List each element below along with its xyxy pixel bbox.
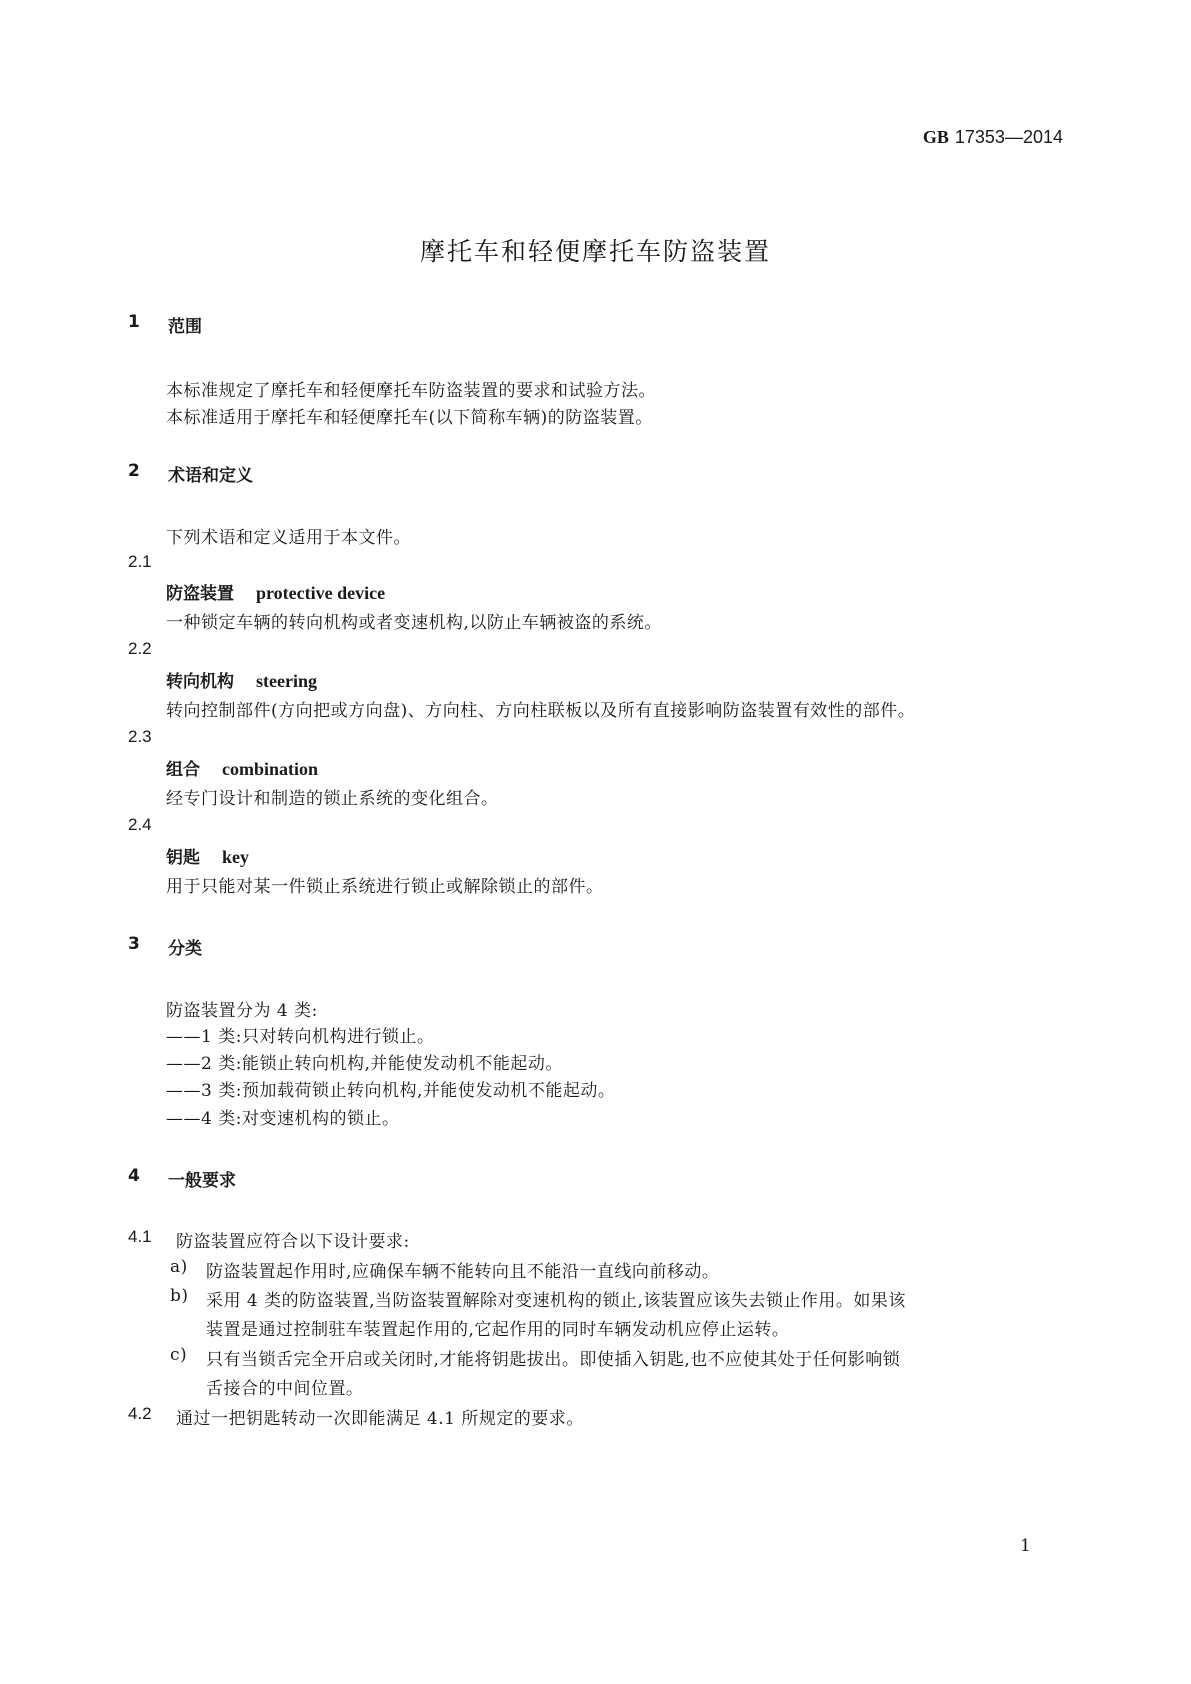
- list-item: ——4 类:对变速机构的锁止。: [166, 1109, 400, 1129]
- term-2-3-definition: 经专门设计和制造的锁止系统的变化组合。: [166, 789, 499, 809]
- section-3-intro: 防盗装置分为 4 类:: [166, 1001, 318, 1021]
- item-c-line-2: 舌接合的中间位置。: [206, 1379, 364, 1399]
- section-2-number: 2: [128, 461, 140, 481]
- term-2-2-number: 2.2: [128, 639, 152, 658]
- term-2-1-number: 2.1: [128, 552, 152, 571]
- term-2-1: 防盗装置 protective device: [166, 583, 386, 604]
- document-title: 摩托车和轻便摩托车防盗装置: [419, 237, 771, 266]
- item-c-label: c): [170, 1345, 188, 1365]
- term-2-3-number: 2.3: [128, 727, 152, 746]
- clause-4-2-number: 4.2: [128, 1404, 152, 1423]
- item-a-text: 防盗装置起作用时,应确保车辆不能转向且不能沿一直线向前移动。: [206, 1262, 720, 1282]
- list-item: ——3 类:预加载荷锁止转向机构,并能使发动机不能起动。: [166, 1081, 616, 1101]
- section-3-heading: 分类: [168, 939, 202, 959]
- item-b-line-2: 装置是通过控制驻车装置起作用的,它起作用的同时车辆发动机应停止运转。: [206, 1320, 790, 1340]
- section-4-heading: 一般要求: [168, 1171, 236, 1191]
- term-2-4: 钥匙 key: [166, 847, 249, 868]
- term-2-2-definition: 转向控制部件(方向把或方向盘)、方向柱、方向柱联板以及所有直接影响防盗装置有效性的部件。: [166, 701, 916, 721]
- item-a-label: a): [170, 1257, 188, 1277]
- list-item: ——2 类:能锁止转向机构,并能使发动机不能起动。: [166, 1054, 563, 1074]
- page-number: 1: [1020, 1536, 1031, 1556]
- section-1-heading: 范围: [168, 317, 202, 337]
- section-2-intro: 下列术语和定义适用于本文件。: [166, 528, 411, 548]
- clause-4-2-text: 通过一把钥匙转动一次即能满足 4.1 所规定的要求。: [176, 1409, 584, 1429]
- term-2-4-definition: 用于只能对某一件锁止系统进行锁止或解除锁止的部件。: [166, 877, 604, 897]
- item-b-line-1: 采用 4 类的防盗装置,当防盗装置解除对变速机构的锁止,该装置应该失去锁止作用。如果该: [206, 1291, 906, 1311]
- list-item: ——1 类:只对转向机构进行锁止。: [166, 1027, 435, 1047]
- standard-number: GB 17353—2014: [922, 127, 1063, 147]
- item-b-label: b): [170, 1286, 189, 1306]
- term-2-2: 转向机构 steering: [166, 671, 317, 692]
- section-1-number: 1: [128, 312, 140, 332]
- clause-4-1-text: 防盗装置应符合以下设计要求:: [176, 1232, 410, 1252]
- term-2-1-definition: 一种锁定车辆的转向机构或者变速机构,以防止车辆被盗的系统。: [166, 613, 662, 633]
- term-2-4-number: 2.4: [128, 815, 152, 834]
- section-2-heading: 术语和定义: [168, 466, 253, 486]
- section-1-paragraph-1: 本标准规定了摩托车和轻便摩托车防盗装置的要求和试验方法。: [166, 381, 656, 401]
- clause-4-1-number: 4.1: [128, 1227, 152, 1246]
- term-2-3: 组合 combination: [166, 759, 319, 780]
- section-1-paragraph-2: 本标准适用于摩托车和轻便摩托车(以下简称车辆)的防盗装置。: [166, 408, 653, 428]
- section-4-number: 4: [128, 1166, 140, 1186]
- item-c-line-1: 只有当锁舌完全开启或关闭时,才能将钥匙拔出。即使插入钥匙,也不应使其处于任何影响锁: [206, 1350, 901, 1370]
- section-3-number: 3: [128, 934, 140, 954]
